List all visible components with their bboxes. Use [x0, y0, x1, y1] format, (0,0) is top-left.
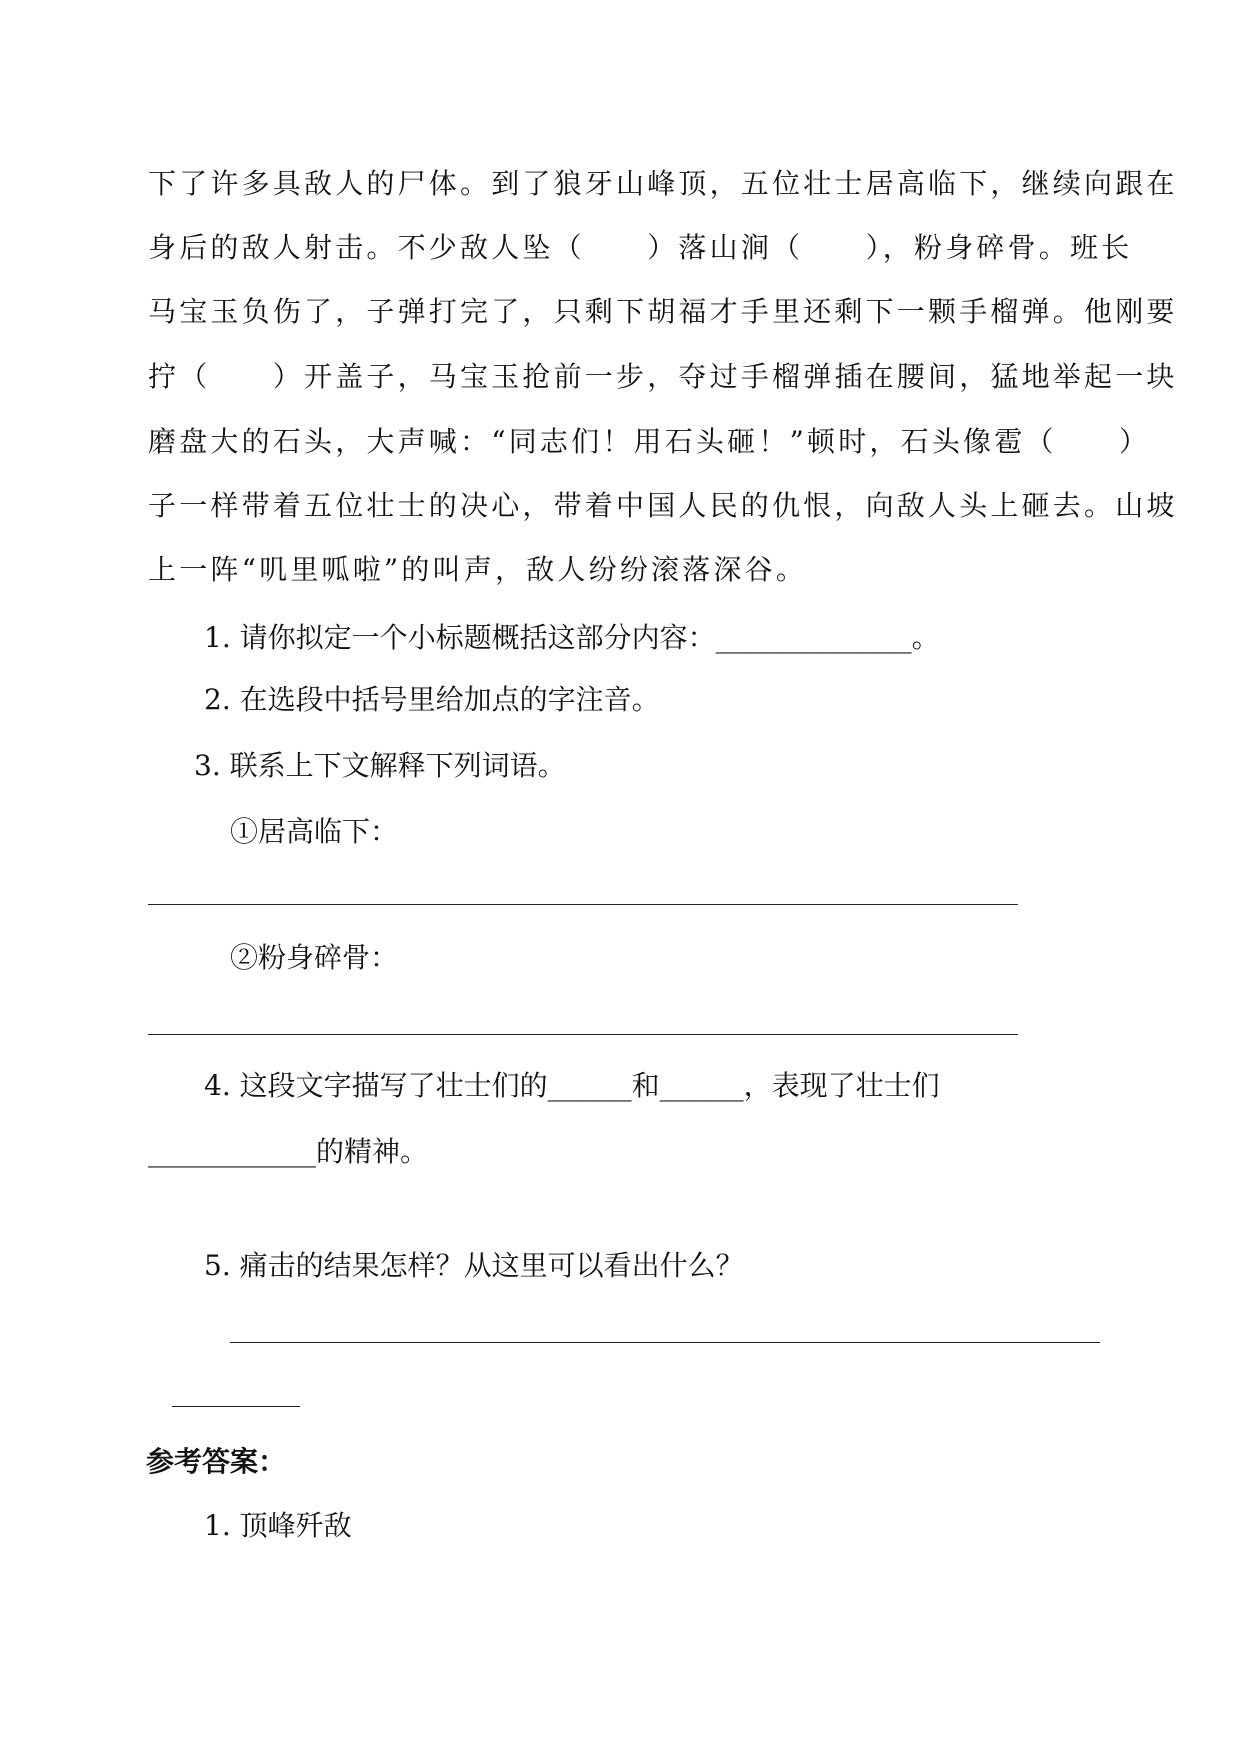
- passage-line: 上一阵“叽里呱啦”的叫声，敌人纷纷滚落深谷。: [148, 553, 808, 586]
- answer-line: [230, 1342, 1100, 1343]
- question-3-item-2: ②粉身碎骨：: [230, 941, 399, 974]
- question-2: 2. 在选段中括号里给加点的字注音。: [204, 683, 660, 716]
- passage-line: 磨盘大的石头，大声喊：“同志们！用石头砸！”顿时，石头像雹（ ）: [148, 425, 1151, 458]
- question-4-line-1: 4. 这段文字描写了壮士们的______和______，表现了壮士们: [204, 1069, 940, 1102]
- answer-line: [172, 1406, 300, 1407]
- answer-1: 1. 顶峰歼敌: [204, 1509, 352, 1542]
- question-1: 1. 请你拟定一个小标题概括这部分内容：______________。: [204, 621, 940, 654]
- passage-line: 身后的敌人射击。不少敌人坠（ ）落山涧（ ），粉身碎骨。班长: [148, 231, 1133, 264]
- question-3-item-1: ①居高临下：: [230, 815, 399, 848]
- passage-line: 子一样带着五位壮士的决心，带着中国人民的仇恨，向敌人头上砸去。山坡: [148, 489, 1178, 522]
- question-3: 3. 联系上下文解释下列词语。: [194, 749, 566, 782]
- question-5: 5. 痛击的结果怎样？从这里可以看出什么？: [204, 1249, 744, 1282]
- answer-line: [148, 1034, 1018, 1035]
- question-4-line-2: ____________的精神。: [148, 1135, 429, 1168]
- passage-line: 马宝玉负伤了，子弹打完了，只剩下胡福才手里还剩下一颗手榴弹。他刚要: [148, 295, 1178, 328]
- passage-line: 下了许多具敌人的尸体。到了狼牙山峰顶，五位壮士居高临下，继续向跟在: [148, 167, 1178, 200]
- passage-line: 拧（ ）开盖子，马宝玉抢前一步，夺过手榴弹插在腰间，猛地举起一块: [148, 360, 1178, 393]
- answer-line: [148, 904, 1018, 905]
- answer-heading: 参考答案：: [146, 1445, 287, 1478]
